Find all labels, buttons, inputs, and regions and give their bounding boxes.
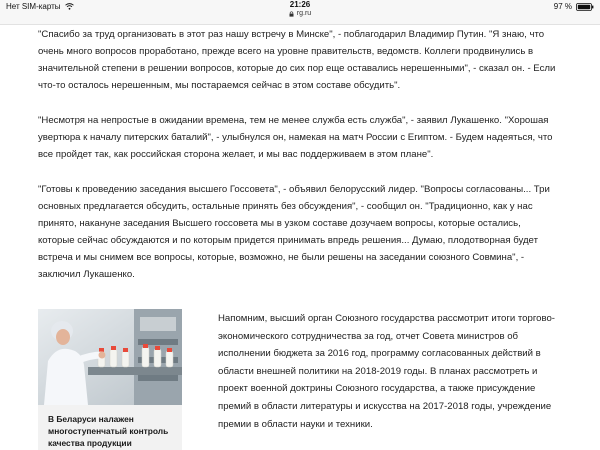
status-center: [0, 0, 600, 19]
page-url: rg.ru: [296, 9, 312, 17]
status-right: [554, 2, 594, 11]
article-body: [38, 26, 560, 301]
lock-icon: [289, 11, 294, 17]
related-article-card[interactable]: [38, 309, 182, 450]
article-paragraph: "Спасибо за труд организовать в этот раз нашу встречу в Минске", - поблагодарил Владимир Путин. "Я знаю, что очень много вопросов проработано, прежде всего на уровне правительств, ведомств. Коллеги продвинулись в значительной степени в решении вопросов, которые до сих пор еще оставались нерешенными", - сказал он. - Если что-то осталось нерешенным, мы постараемся сейчас в этом составе обсудить".: [38, 29, 556, 91]
battery-percent: 97 %: [553, 2, 572, 11]
clock-time: 21:26: [289, 0, 311, 9]
carrier-label: Нет SIM-карты: [6, 2, 61, 11]
battery-icon: [576, 3, 594, 11]
article-paragraph: "Готовы к проведению заседания высшего Госсовета", - объявил белорусский лидер. "Вопросы согласованы... Три основных предлагается обсудить, остальные принять без обсуждения", - сообщил он. "Традиционно, как у нас принято, накануне заседания Высшего госсовета мы в узком составе дозучаем вопросы, которые остались, которые сейчас обсуждаются и по которым придется принимать впредь решения... Думаю, плодотворная будет встреча и мы снимем все вопросы, которые, возможно, не были решены на заседании союзного Совмина", - заключил Лукашенко.: [38, 184, 550, 280]
related-article-caption[interactable]: В Беларуси налажен многоступенчатый контроль качества продукции: [48, 414, 169, 448]
article-paragraph-side: Напомним, высший орган Союзного государства рассмотрит итоги торгово-экономического сотрудничества за год, отчет Совета министров об исполнении бюджета за 2016 год, программу согласованных действий в области внешней политики на 2018-2019 годы. В планах рассмотреть и проект военной доктрины Союзного государства, а также присуждение премий в области литературы и искусства на 2017-2018 годы, учреждение премии в области науки и техники.: [218, 313, 555, 430]
related-article-image[interactable]: [38, 309, 182, 405]
article-paragraph: "Несмотря на непростые в ожидании времена, тем не менее служба есть служба", - заявил Лукашенко. "Хорошая увертюра к началу питерских баталий", - улыбнулся он, намекая на матч России с Египтом. - Будем надеяться, что все пройдет так, как российская сторона желает, и мы вас поддерживаем в этом плане".: [38, 115, 553, 160]
address-bar[interactable]: [289, 10, 311, 18]
status-bar: [0, 0, 600, 25]
